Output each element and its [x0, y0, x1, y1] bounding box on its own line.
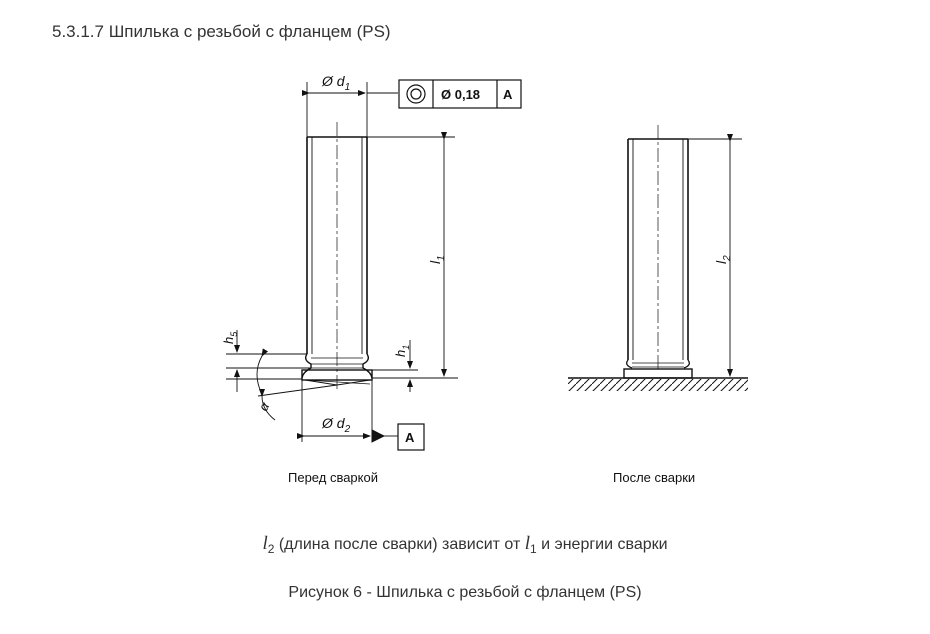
note-var-l1: l [524, 533, 531, 554]
note-var-l2: l [262, 533, 268, 554]
l2-label: l [713, 260, 729, 264]
note-text-a: (длина после сварки) зависит от [274, 536, 525, 553]
length-note [0, 533, 930, 556]
note-text-b: и энергии сварки [536, 536, 668, 553]
d1-subscript: 1 [344, 82, 351, 93]
stud-after-welding [624, 125, 692, 378]
dimension-l2 [688, 139, 742, 376]
dimension-h1 [372, 340, 418, 392]
h1-label: h [393, 349, 408, 357]
note-var-l1-sub: 1 [530, 542, 537, 557]
d2-subscript: 2 [344, 424, 351, 435]
svg-text:Ø d1 [321, 73, 350, 93]
svg-text:h5 [221, 331, 239, 344]
dimension-d1 [307, 82, 398, 137]
alpha-label: α [255, 399, 273, 414]
tolerance-value: Ø 0,18 [441, 87, 481, 102]
figure-caption: Рисунок 6 - Шпилька с резьбой с фланцем (PS) [288, 584, 642, 601]
l1-subscript: 1 [436, 255, 447, 261]
l1-label: l [427, 260, 443, 264]
h5-label: h [221, 336, 236, 344]
d1-label: Ø d [322, 73, 345, 89]
after-welding-label: После сварки [613, 470, 696, 485]
l2-subscript: 2 [722, 255, 733, 261]
h5-subscript: 5 [229, 331, 239, 337]
before-welding-label: Перед сваркой [288, 470, 378, 485]
base-hatching [568, 379, 748, 391]
stud-before-welding [302, 122, 372, 392]
h1-subscript: 1 [401, 344, 411, 350]
datum-ref-top: A [503, 87, 513, 102]
datum-triangle [372, 430, 384, 442]
datum-ref-bottom: A [405, 430, 415, 445]
dimension-d2 [302, 380, 372, 442]
dimension-h5 [226, 330, 311, 392]
d2-label: Ø d [322, 415, 345, 431]
section-heading: 5.3.1.7 Шпилька с резьбой с фланцем (PS) [52, 22, 391, 41]
svg-text:Ø d2 [321, 415, 351, 435]
svg-text:h1 [393, 345, 411, 357]
stud-flange-welded [624, 369, 692, 378]
note-var-l2-sub: 2 [267, 542, 275, 557]
